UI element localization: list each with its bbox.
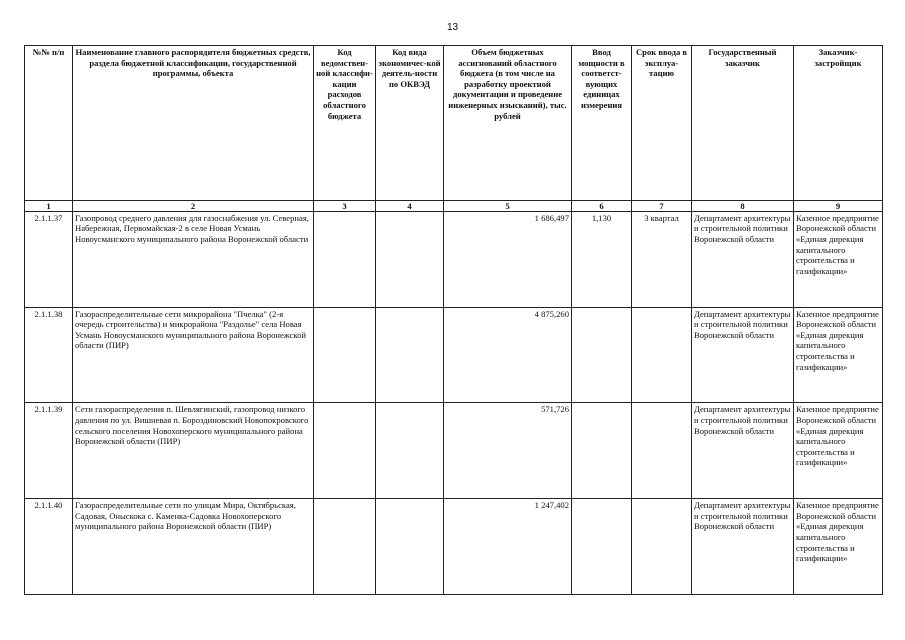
header-cell: Срок ввода в эксплуа-тацию <box>632 46 692 201</box>
header-cell: Код вида экономичес-кой деятель-ности по ОКВЭД <box>376 46 444 201</box>
column-number: 8 <box>692 200 794 211</box>
object-name: Сети газораспределения п. Шевлягинский, газопровод низкого давления по ул. Вишневая п. Бороздиновский Новопокровского сельского поселения Новохоперского муниципального района Воронежской области (ПИР) <box>73 403 314 499</box>
budget-amount: 1 247,402 <box>444 499 572 595</box>
column-number: 5 <box>444 200 572 211</box>
column-number: 2 <box>73 200 314 211</box>
row-number: 2.1.1.37 <box>25 211 73 307</box>
row-number: 2.1.1.39 <box>25 403 73 499</box>
okved-code <box>376 403 444 499</box>
object-name: Газораспределительные сети микрорайона "Пчелка" (2-я очередь строительства) и микрорайона "Раздолье" села Новая Усмань Новоусманского муниципального района Воронежской области (ПИР) <box>73 307 314 403</box>
okved-code <box>376 211 444 307</box>
capacity <box>572 307 632 403</box>
commissioning-term <box>632 307 692 403</box>
budget-code <box>314 307 376 403</box>
column-number: 7 <box>632 200 692 211</box>
column-number: 6 <box>572 200 632 211</box>
page-number: 13 <box>446 22 459 33</box>
commissioning-term <box>632 499 692 595</box>
table-row <box>25 307 883 403</box>
budget-table <box>24 45 883 595</box>
state-customer: Департамент архитектуры и строительной политики Воронежской области <box>692 211 794 307</box>
capacity: 1,130 <box>572 211 632 307</box>
column-number: 1 <box>25 200 73 211</box>
state-customer: Департамент архитектуры и строительной политики Воронежской области <box>692 307 794 403</box>
row-number: 2.1.1.38 <box>25 307 73 403</box>
budget-code <box>314 211 376 307</box>
header-cell: №№ п/п <box>25 46 73 201</box>
column-number-row <box>25 200 883 211</box>
developer-customer: Казенное предприятие Воронежской области «Единая дирекция капитального строительства и газификации» <box>794 307 883 403</box>
column-number: 9 <box>794 200 883 211</box>
developer-customer: Казенное предприятие Воронежской области «Единая дирекция капитального строительства и газификации» <box>794 499 883 595</box>
header-cell: Государственный заказчик <box>692 46 794 201</box>
developer-customer: Казенное предприятие Воронежской области «Единая дирекция капитального строительства и газификации» <box>794 211 883 307</box>
state-customer: Департамент архитектуры и строительной политики Воронежской области <box>692 403 794 499</box>
state-customer: Департамент архитектуры и строительной политики Воронежской области <box>692 499 794 595</box>
commissioning-term <box>632 403 692 499</box>
capacity <box>572 403 632 499</box>
commissioning-term: 3 квартал <box>632 211 692 307</box>
header-cell: Ввод мощности в соответст-вующих единицах измерения <box>572 46 632 201</box>
header-row <box>25 46 883 201</box>
header-cell: Заказчик-застройщик <box>794 46 883 201</box>
budget-amount: 571,726 <box>444 403 572 499</box>
object-name: Газопровод среднего давления для газоснабжения ул. Северная, Набережная, Первомайская-2 в селе Новая Усмань Новоусманского муниципального района Воронежской области <box>73 211 314 307</box>
column-number: 4 <box>376 200 444 211</box>
table-row <box>25 211 883 307</box>
header-cell: Наименование главного распорядителя бюджетных средств, раздела бюджетной классификации, государственной программы, объекта <box>73 46 314 201</box>
budget-code <box>314 499 376 595</box>
table-row <box>25 403 883 499</box>
capacity <box>572 499 632 595</box>
developer-customer: Казенное предприятие Воронежской области «Единая дирекция капитального строительства и газификации» <box>794 403 883 499</box>
budget-amount: 4 875,260 <box>444 307 572 403</box>
header-cell: Код ведомствен-ной классифи-кации расходов областного бюджета <box>314 46 376 201</box>
okved-code <box>376 307 444 403</box>
column-number: 3 <box>314 200 376 211</box>
table-row <box>25 499 883 595</box>
budget-code <box>314 403 376 499</box>
budget-amount: 1 686,497 <box>444 211 572 307</box>
header-cell: Объем бюджетных ассигнований областного бюджета (в том числе на разработку проектной документации и проведение инженерных изысканий), тыс. рублей <box>444 46 572 201</box>
okved-code <box>376 499 444 595</box>
object-name: Газораспределительные сети по улицам Мира, Октябрьская, Садовая, Оныскока с. Каменка-Садовка Новохоперского муниципального района Воронежской области (ПИР) <box>73 499 314 595</box>
row-number: 2.1.1.40 <box>25 499 73 595</box>
